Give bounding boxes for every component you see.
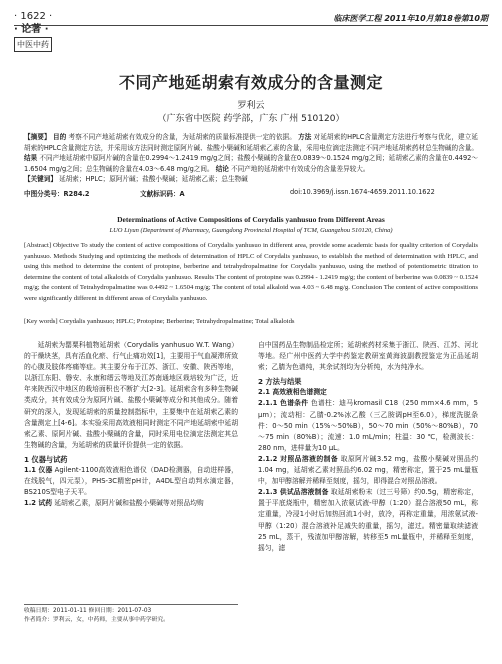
body-left-column [24,340,238,509]
chromatography-paragraph [258,398,478,453]
author-name: 罗利云 [237,101,265,111]
instruments-text: Agilent-1100高效液相色谱仪（DAD检测器，自动进样器，在线脱气，四元泵），PHS-3C精密pH计，A4DL型自动判水滴定器，BS210S型电子天平。 [24,466,238,497]
section-label: · 论著 · [14,24,49,35]
header-rule [14,25,488,26]
footnote-bio: 作者简介：罗利云，女，中药师，主要从事中药学研究。 [24,616,169,623]
page-number: · 1622 · [14,11,53,22]
document-code: 文献标识码：A [140,190,185,198]
methods-text: 对延胡索的HPLC含量测定方法进行考察与优化，建立延胡索的HPLC含量测定方法，并采用该方法同时测定原阿片碱、盐酸小檗碱和延胡索乙素的含量，采用电位滴定法测定不同产地延胡索药材总生物碱的含量。 [24,133,478,152]
footnote-rule [24,604,238,605]
reference-solution-label: 2.1.2 对照品溶液的制备 [258,454,339,463]
english-author: LUO Liyun (Department of Pharmacy, Guangdong Provincial Hospital of TCM, Guangzhou 510120, China) [109,227,393,234]
reagents-paragraph [24,498,238,509]
page-header-left [14,10,52,52]
paper-title: 不同产地延胡索有效成分的含量测定 [118,73,383,92]
chromatography-text: 色谱柱：迪马kromasil C18（250 mm×4.6 mm，5 μm）；流动相：乙腈-0.2%冰乙酸（三乙胺调pH至6.0），梯度洗脱条件：0～50 min（15%～50%B），50～70 min（50%～80%B），70～75 min（80%B）；流速：1.0 mL/min；柱温：30 ℃，检测波长：280 nm，进样量为10 μL。 [258,399,478,452]
sample-solution-text: 取延胡索粉末（过三号筛）约0.5g，精密称定，置于平底烧瓶中，精密加入浓氨试液-甲醇（1:20）混合溶液50 mL，称定重量，冷浸1小时后加热回流1小时，放冷，再称定重量，用浓氨试液-甲醇（1:20）混合溶液补足减失的重量，摇匀，滤过。精密量取续滤液25 mL，蒸干，残渣加甲醇溶解，转移至5 mL量瓶中，并稀释至刻度，摇匀，滤 [258,488,479,552]
instruments-label: 1.1 仪器 [24,466,53,475]
reference-solution-text: 取原阿片碱3.52 mg，盐酸小檗碱对照品约1.04 mg，延胡索乙素对照品约6.02 mg，精密称定，置于25 mL量瓶中，加甲醇溶解并稀释至刻度，摇匀，即得混合对照品溶液。 [258,454,478,486]
keywords-text: 延胡索；HPLC；原阿片碱；盐酸小檗碱；延胡索乙素；总生物碱 [59,175,248,183]
english-keywords: [Key words] Corydalis yanhusuo; HPLC; Protopine; Berberine; Tetrahydropalmatine; Total alkaloids [24,318,295,325]
reagents-label: 1.2 试药 [24,499,53,508]
clc-number: 中图分类号：R284.2 [24,190,90,198]
english-title: Determinations of Active Compositions of Corydalis yanhusuo from Different Areas [117,215,385,224]
section-2-1-heading: 2.1 高效液相色谱测定 [258,388,327,397]
english-abstract: [Abstract] Objective To study the content of active compositions of Corydalis yanhusuo in different area, provide some academic basis for quality criterion of Corydalis yanhusuo. Methods Studying and optimizing the methods of determination of HPLC of Corydalis yanhusuo, to establish the method of determination with HPLC, and using this method to determine the content of protopine, berberine and tetrahydropalmatine for Corydalis yanhusuo, using the method of potentiometric titration to determine the content of total alkaloids of Corydalis yanhusuo. Results The content of protopine was 0.2994 - 1.2419 mg/g; the content of berberine was 0.0839 ~ 0.1524 mg/g; the content of Tetrahydropalmatine was 0.4492 ~ 1.6504 mg/g; The content of total alkaloid was 4.03 ~ 6.48 mg/g. Conclusion The content of active compositions were significantly different in different areas of Corydalis yanhusuo. [24,242,478,302]
section-2-heading: 2 方法与结果 [258,377,302,387]
sample-solution-label: 2.1.3 供试品溶液制备 [258,488,329,497]
abstract-cn [24,132,478,185]
author-affiliation: （广东省中医院 药学部，广东 广州 510120） [157,114,345,124]
intro-paragraph: 延胡索为罂粟科植物延胡索（Corydalis yanhusuo W.T. Wang）的干燥块茎，具有活血化瘀、行气止痛功效[1]，主要用于气血凝滞所致的心腹及肢体疼痛等症。其主要分布于江苏、浙江、安徽、陕西等地，以浙江东阳、磐安、永康和缙云等地及江苏南通地区栽培较为广泛，近年来陕西汉中地区的栽培面积也不断扩大[2-3]。延胡索含有多种生物碱类成分，其有效成分为原阿片碱、盐酸小檗碱等成分和其他成分。随着研究的深入，发现延胡索的质量控制指标中，主要集中在延胡索乙素的含量测定上[4-6]。本实验采用高效液相同时测定不同产地延胡索中延胡索乙素、原阿片碱、盐酸小檗碱的含量，同时采用电位滴定法测定其总生物碱的含量，为延胡索的质量评价提供一定的依据。 [24,341,238,449]
category-badge: 中医中药 [14,37,52,52]
instruments-paragraph [24,465,238,498]
results-label: 结果 [24,154,38,162]
reagents-continued: 自中国药品生物制品检定所；延胡索药材采集于浙江、陕西、江苏、河北等地。经广州中医药大学中药鉴定教研室黄海波副教授鉴定为正品延胡索；乙腈为色谱纯，其余试剂均为分析纯，水为纯净水。 [258,341,478,372]
reference-solution-paragraph [258,454,478,487]
journal-header: 临床医学工程 2011年10月第18卷第10期 [333,14,488,23]
chromatography-label: 2.1.1 色谱条件 [258,399,309,408]
objective-label: 目的 [52,133,67,141]
sample-solution-paragraph [258,487,478,554]
keywords-label: 【关键词】 [24,175,57,183]
results-text: 不同产地延胡索中原阿片碱的含量在0.2994～1.2419 mg/g之间；盐酸小檗碱的含量在0.0839～0.1524 mg/g之间；延胡索乙素的含量在0.4492～1.6504 mg/g之间；总生物碱的含量在4.03～6.48 mg/g之间。 [24,154,478,173]
section-1-heading: 1 仪器与试药 [24,454,68,464]
body-right-column [258,340,478,554]
conclusion-text: 不同产地的延胡索中有效成分的含量差异较大。 [230,164,370,173]
doi: doi:10.3969/j.issn.1674-4659.2011.10.1622 [290,188,435,196]
objective-text: 考察不同产地延胡索有效成分的含量，为延胡索的质量标准提供一定的依据。 [68,133,296,141]
reagents-text: 延胡索乙素，原阿片碱和盐酸小檗碱等对照品均购 [54,499,204,508]
abstract-label: 【摘要】 [24,133,51,141]
footnote [24,607,238,624]
conclusion-label: 结论 [215,164,229,173]
footnote-dates: 收稿日期：2011-01-11 修回日期：2011-07-03 [24,608,152,614]
methods-label: 方法 [298,133,312,141]
